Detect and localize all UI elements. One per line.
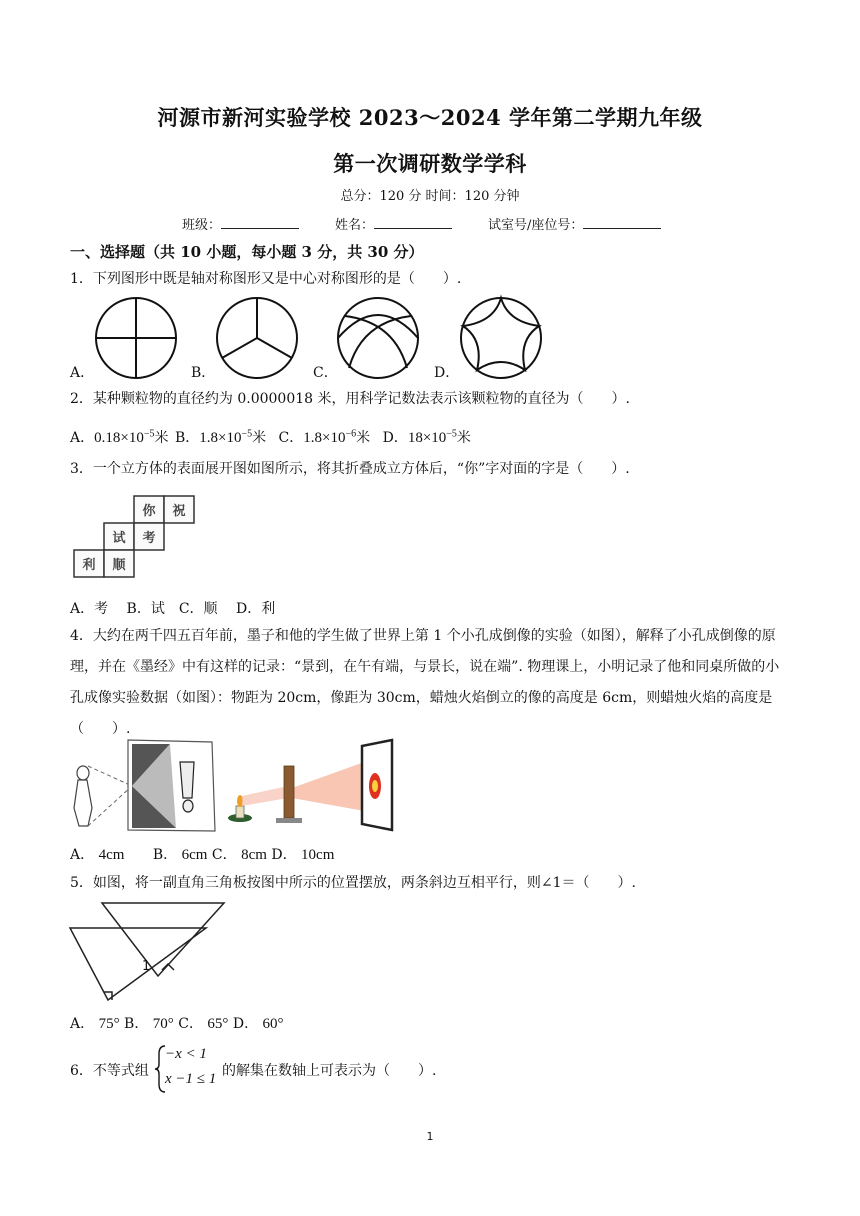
q6-prefix: 6．不等式组 <box>70 1063 149 1079</box>
q4-figures <box>70 738 400 834</box>
q4-option-a: A． 4cm <box>70 847 125 863</box>
angle-1-label: 1 <box>142 959 151 974</box>
q4-option-d: D． 10cm <box>271 847 335 863</box>
seat-label: 试室号/座位号： <box>488 218 584 233</box>
q6-inequality-2: x −1 ≤ 1 <box>165 1071 217 1087</box>
q2-options <box>70 425 471 447</box>
q5-option-d: D． 60° <box>232 1016 284 1032</box>
q5-stem: 5．如图，将一副直角三角板按图中所示的位置摆放，两条斜边互相平行，则∠1＝（ ）. <box>70 875 636 891</box>
q4-option-c: C． 8cm <box>211 847 267 863</box>
q2-option-b: B．$1.8\times 10^{-5}$米 <box>174 428 267 446</box>
q1-figure-c <box>338 298 418 378</box>
q2-option-a: A．$0.18\times 10^{-5}$米 <box>70 428 169 446</box>
q5-option-c: C． 65° <box>178 1016 229 1032</box>
q4-option-b: B． 6cm <box>152 847 208 863</box>
seat-blank <box>583 216 661 229</box>
q6-suffix: 的解集在数轴上可表示为（ ）. <box>222 1063 437 1079</box>
class-blank <box>221 216 299 229</box>
exam-meta: 总分：120 分 时间：120 分钟 <box>340 189 520 204</box>
name-field <box>335 216 452 235</box>
page-title-line2: 第一次调研数学学科 <box>333 151 527 176</box>
q1-label-d: D． <box>434 365 460 381</box>
q3-options: A．考 B．试 C．顺 D．利 <box>70 601 276 617</box>
seat-field <box>488 216 661 235</box>
q4-options <box>70 846 334 864</box>
q1-stem: 1．下列图形中既是轴对称图形又是中心对称图形的是（ ）. <box>70 271 462 287</box>
q3-cube-net <box>72 494 197 586</box>
name-label: 姓名： <box>335 218 375 233</box>
q1-figure-d <box>461 298 541 378</box>
q3-stem: 3．一个立方体的表面展开图如图所示，将其折叠成立方体后，“你”字对面的字是（ ）. <box>70 461 630 477</box>
q5-option-b: B． 70° <box>124 1016 174 1032</box>
q1-figure-a <box>96 298 176 378</box>
class-field <box>182 216 299 235</box>
q2-option-d: D．$18\times 10^{-5}$米 <box>382 428 471 446</box>
class-label: 班级： <box>182 218 222 233</box>
cube-cell-li: 利 <box>82 558 96 573</box>
pinhole-historical-illustration <box>74 740 215 831</box>
cube-cell-shun: 顺 <box>112 558 126 573</box>
cube-cell-ni: 你 <box>142 504 156 519</box>
page-title-line1: 河源市新河实验学校 2023～2024 学年第二学期九年级 <box>157 105 703 130</box>
q1-label-b: B． <box>191 365 216 381</box>
q1-label-a: A． <box>70 365 95 381</box>
q1-figure-b <box>217 298 297 378</box>
name-blank <box>374 216 452 229</box>
cube-cell-zhu: 祝 <box>172 504 186 519</box>
q4-stem: 4．大约在两千四五百年前，墨子和他的学生做了世界上第 1 个小孔成倒像的实验（如图），解释了小孔成倒像的原理，并在《墨经》中有这样的记录：“景到，在午有端，与景长，说在端”. 物理课上，小明记录了他和同桌所做的小孔成像实验数据（如图）：物距为 20cm，像距为 30cm，蜡烛火焰倒立的像的高度是 6cm，则蜡烛火焰的高度是（ ）. <box>70 628 780 737</box>
cube-cell-shi: 试 <box>112 531 126 546</box>
q1-label-c: C． <box>313 365 338 381</box>
cube-cell-kao: 考 <box>142 531 156 546</box>
pinhole-lab-illustration <box>228 740 392 830</box>
q5-option-a: A． 75° <box>70 1016 120 1032</box>
q2-stem: 2．某种颗粒物的直径约为 0.0000018 米，用科学记数法表示该颗粒物的直径为（ ）. <box>70 391 630 407</box>
q5-triangle-figure <box>66 900 236 1004</box>
section-heading: 一、选择题（共 10 小题，每小题 3 分，共 30 分） <box>70 243 424 261</box>
page-number: 1 <box>426 1130 434 1143</box>
q5-options <box>70 1015 284 1033</box>
q6-inequality-1: −x < 1 <box>165 1046 207 1062</box>
q2-option-c: C．$1.8\times 10^{-6}$米 <box>278 428 371 446</box>
